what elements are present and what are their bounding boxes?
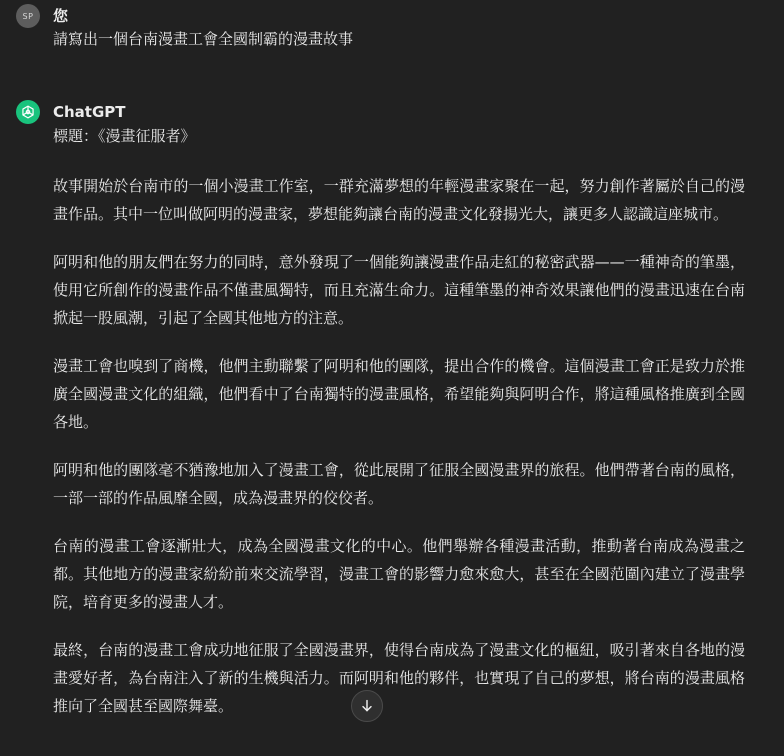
arrow-down-icon (359, 698, 375, 714)
story-paragraph: 漫畫工會也嗅到了商機，他們主動聯繫了阿明和他的團隊，提出合作的機會。這個漫畫工會正是致力於推廣全國漫畫文化的組織，他們看中了台南獨特的漫畫風格，希望能夠與阿明合作，將這種風格推廣到全國各地。 (53, 357, 745, 431)
story-paragraph: 最終，台南的漫畫工會成功地征服了全國漫畫界，使得台南成為了漫畫文化的樞紐，吸引著來自各地的漫畫愛好者，為台南注入了新的生機與活力。而阿明和他的夥伴，也實現了自己的夢想，將台南的漫畫風格推向了全國甚至國際舞臺。 (53, 641, 745, 715)
user-avatar (16, 4, 40, 28)
assistant-message-body (53, 126, 745, 740)
story-paragraph: 故事開始於台南市的一個小漫畫工作室，一群充滿夢想的年輕漫畫家聚在一起，努力創作著屬於自己的漫畫作品。其中一位叫做阿明的漫畫家，夢想能夠讓台南的漫畫文化發揚光大，讓更多人認識這座城市。 (53, 177, 745, 223)
story-title: 標題：《漫畫征服者》 (53, 127, 196, 145)
story-paragraph: 台南的漫畫工會逐漸壯大，成為全國漫畫文化的中心。他們舉辦各種漫畫活動，推動著台南成為漫畫之都。其他地方的漫畫家紛紛前來交流學習，漫畫工會的影響力愈來愈大，甚至在全國范圍內建立了漫畫學院，培育更多的漫畫人才。 (53, 537, 745, 611)
user-message-text: 請寫出一個台南漫畫工會全國制霸的漫畫故事 (53, 30, 354, 48)
assistant-author-name: ChatGPT (53, 103, 126, 121)
openai-logo-icon (16, 100, 40, 124)
user-author-name: 您 (53, 7, 69, 25)
story-paragraph: 阿明和他的團隊毫不猶豫地加入了漫畫工會，從此展開了征服全國漫畫界的旅程。他們帶著台南的風格，一部一部的作品風靡全國，成為漫畫界的佼佼者。 (53, 461, 745, 507)
story-paragraph: 阿明和他的朋友們在努力的同時，意外發現了一個能夠讓漫畫作品走紅的秘密武器——一種神奇的筆墨，使用它所創作的漫畫作品不僅畫風獨特，而且充滿生命力。這種筆墨的神奇效果讓他們的漫畫迅速在台南掀起一股風潮，引起了全國其他地方的注意。 (53, 253, 745, 327)
user-avatar-initials: SP (22, 11, 34, 21)
scroll-to-bottom-button[interactable] (351, 690, 383, 722)
